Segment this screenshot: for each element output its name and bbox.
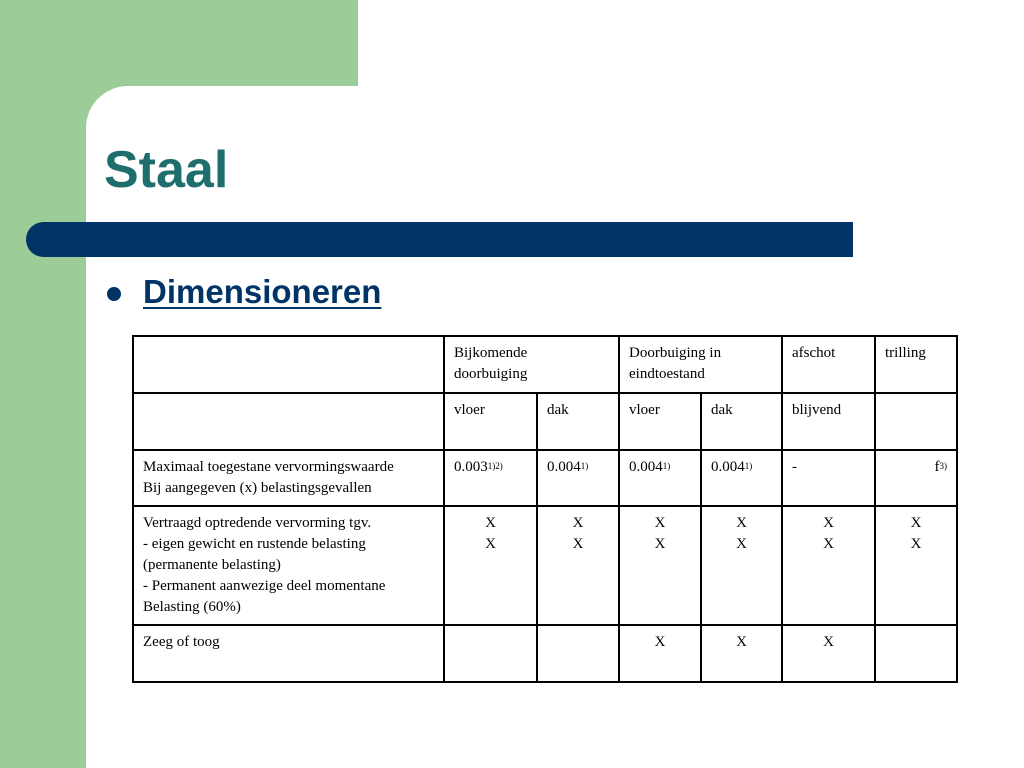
subheader-empty-cell (875, 393, 957, 450)
table-row-vertraagd (133, 506, 957, 625)
subheader-vloer: vloer (619, 393, 701, 450)
subheader-empty-cell (133, 393, 444, 450)
value-cell: - (782, 450, 875, 506)
mark-cell: X X (875, 506, 957, 625)
subheader-dak: dak (537, 393, 619, 450)
bullet-dimensioneren[interactable]: Dimensioneren (143, 273, 382, 310)
header-afschot: afschot (782, 336, 875, 393)
slide-title: Staal (104, 141, 229, 199)
table-row-maximaal (133, 450, 957, 506)
value-cell: 0.004$^{1)}$ (701, 450, 782, 506)
empty-cell (875, 625, 957, 682)
mark-cell: X (701, 625, 782, 682)
mark-cell: X X (444, 506, 537, 625)
row-label-maximaal: Maximaal toegestane vervormingswaarde Bij aangegeven (x) belastingsgevallen (133, 450, 444, 506)
header-bijkomende-doorbuiging: Bijkomende doorbuiging (444, 336, 619, 393)
mark-cell: X X (537, 506, 619, 625)
table-subheader-row (133, 393, 957, 450)
subheader-vloer: vloer (444, 393, 537, 450)
subheader-blijvend: blijvend (782, 393, 875, 450)
row-label-zeeg: Zeeg of toog (133, 625, 444, 682)
mark-cell: X X (619, 506, 701, 625)
table-row-zeeg (133, 625, 957, 682)
deflection-table (132, 335, 958, 683)
empty-cell (444, 625, 537, 682)
mark-cell: X X (701, 506, 782, 625)
value-cell: $f^{3)}$ (875, 450, 957, 506)
mark-cell: X (619, 625, 701, 682)
empty-cell (537, 625, 619, 682)
title-underbar (26, 222, 853, 257)
value-cell: $0.003^{1)2)}$ (444, 450, 537, 506)
mark-cell: X X (782, 506, 875, 625)
table-header-row (133, 336, 957, 393)
row-label-vertraagd: Vertraagd optredende vervorming tgv. - eigen gewicht en rustende belasting (permanente belasting) - Permanent aanwezige deel momentane Belasting (60%) (133, 506, 444, 625)
header-doorbuiging-eindtoestand: Doorbuiging in eindtoestand (619, 336, 782, 393)
slide-top-strip (358, 0, 1024, 90)
bullet-dot-icon (107, 287, 121, 301)
header-empty-cell (133, 336, 444, 393)
mark-cell: X (782, 625, 875, 682)
value-cell: 0.004$^{1)}$ (619, 450, 701, 506)
subheader-dak: dak (701, 393, 782, 450)
value-cell: 0.004$^{1)}$ (537, 450, 619, 506)
header-trilling: trilling (875, 336, 957, 393)
